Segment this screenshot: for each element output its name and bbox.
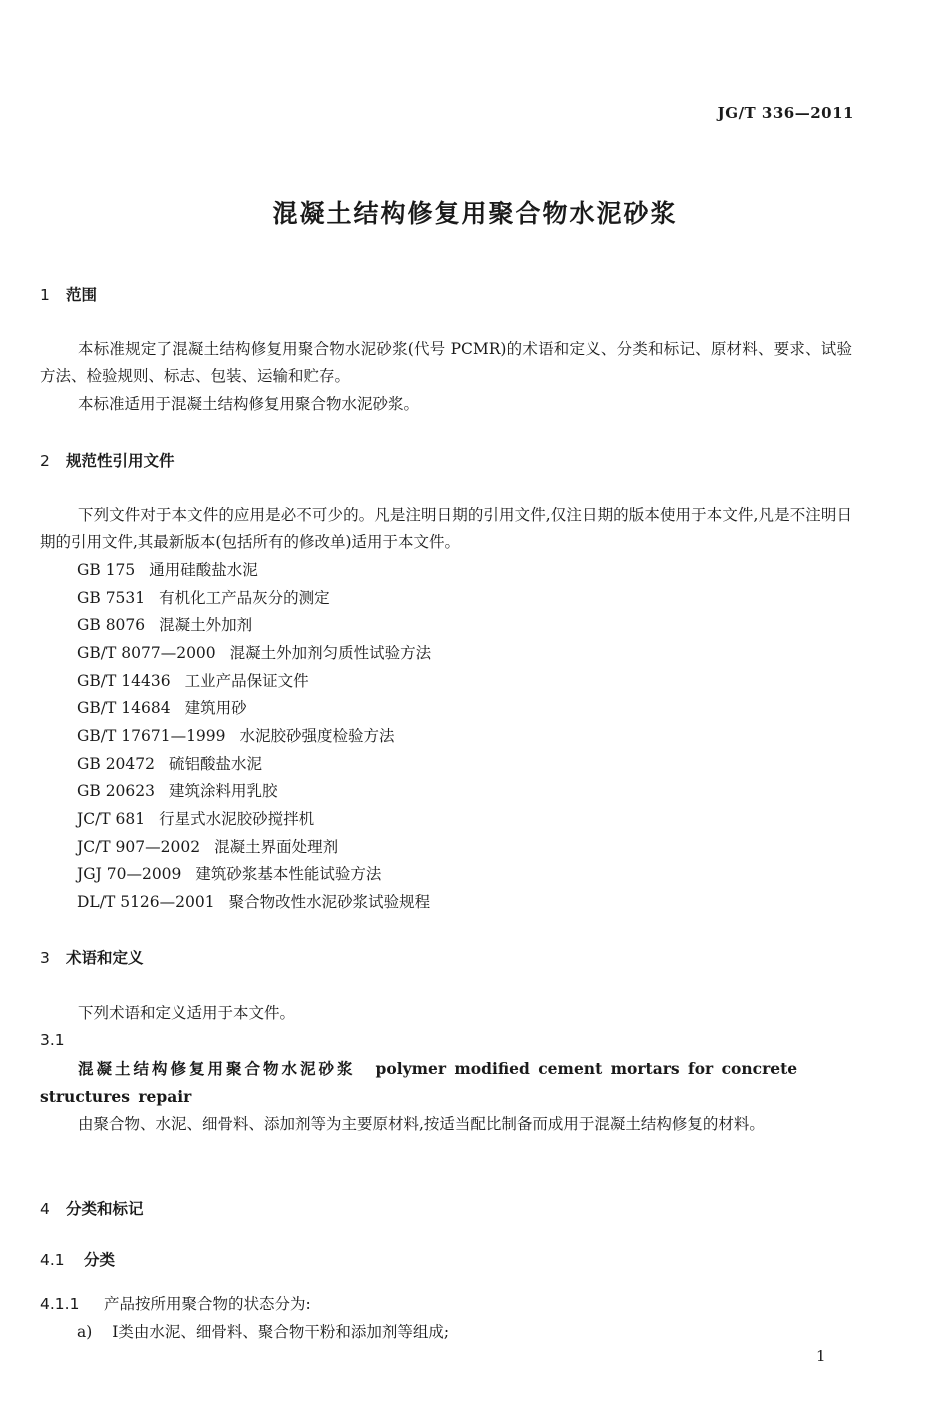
section-1-paragraph-2: 本标准适用于混凝土结构修复用聚合物水泥砂浆。 [78, 395, 420, 413]
reference-item: GB 20472 硫铝酸盐水泥 [77, 755, 263, 773]
standard-code: JG/T 336—2011 [717, 104, 854, 122]
clause-text: 产品按所用聚合物的状态分为: [104, 1295, 311, 1313]
list-label: a) [77, 1323, 93, 1341]
term-entry [40, 1055, 852, 1111]
reference-item: GB/T 8077—2000 混凝土外加剂匀质性试验方法 [77, 644, 432, 662]
list-item [77, 1320, 449, 1342]
section-4-heading [40, 1197, 144, 1219]
term-definition: 由聚合物、水泥、细骨料、添加剂等为主要原材料,按适当配比制备而成用于混凝土结构修复的材料。 [78, 1115, 765, 1133]
section-title: 术语和定义 [66, 949, 144, 967]
document-title: 混凝土结构修复用聚合物水泥砂浆 [272, 199, 678, 228]
reference-item: GB/T 14436 工业产品保证文件 [77, 672, 309, 690]
reference-item: DL/T 5126—2001 聚合物改性水泥砂浆试验规程 [77, 893, 431, 911]
clause-number: 3.1 [40, 1031, 65, 1049]
section-1-paragraph-1: 本标准规定了混凝土结构修复用聚合物水泥砂浆(代号 PCMR)的术语和定义、分类和标记、原材料、要求、试验方法、检验规则、标志、包装、运输和贮存。 [40, 340, 852, 385]
section-title: 分类和标记 [66, 1200, 144, 1218]
section-2-paragraph-1: 下列文件对于本文件的应用是必不可少的。凡是注明日期的引用文件,仅注日期的版本使用于本文件,凡是不注明日期的引用文件,其最新版本(包括所有的修改单)适用于本文件。 [40, 506, 852, 551]
subsection-number: 4.1 [40, 1251, 65, 1269]
reference-item: JC/T 907—2002 混凝土界面处理剂 [77, 838, 339, 856]
reference-item: GB/T 14684 建筑用砂 [77, 699, 247, 717]
section-1-heading [40, 283, 97, 305]
page-number: 1 [816, 1347, 826, 1365]
term-chinese: 混凝土结构修复用聚合物水泥砂浆 [78, 1060, 356, 1078]
section-3-heading [40, 946, 144, 968]
reference-item: GB 20623 建筑涂料用乳胶 [77, 782, 278, 800]
section-title: 范围 [66, 286, 98, 304]
clause-number: 4.1.1 [40, 1295, 80, 1313]
reference-item: GB 175 通用硅酸盐水泥 [77, 561, 258, 579]
reference-item: GB 8076 混凝土外加剂 [77, 616, 253, 634]
section-title: 规范性引用文件 [66, 452, 175, 470]
section-number: 4 [40, 1200, 50, 1218]
reference-item: JC/T 681 行星式水泥胶砂搅拌机 [77, 810, 315, 828]
section-number: 3 [40, 949, 50, 967]
section-number: 1 [40, 286, 50, 304]
subsection-title: 分类 [84, 1251, 116, 1269]
subsection-4-1-heading [40, 1248, 115, 1270]
reference-item: GB 7531 有机化工产品灰分的测定 [77, 589, 330, 607]
clause-4-1-1 [40, 1292, 311, 1314]
list-text: Ⅰ类由水泥、细骨料、聚合物干粉和添加剂等组成; [112, 1323, 450, 1341]
reference-item: GB/T 17671—1999 水泥胶砂强度检验方法 [77, 727, 395, 745]
term-english: polymer modified cement mortars for concrete structures repair [40, 1059, 798, 1106]
reference-item: JGJ 70—2009 建筑砂浆基本性能试验方法 [77, 865, 382, 883]
section-3-paragraph-1: 下列术语和定义适用于本文件。 [78, 1004, 296, 1022]
section-number: 2 [40, 452, 50, 470]
section-2-heading [40, 449, 175, 471]
